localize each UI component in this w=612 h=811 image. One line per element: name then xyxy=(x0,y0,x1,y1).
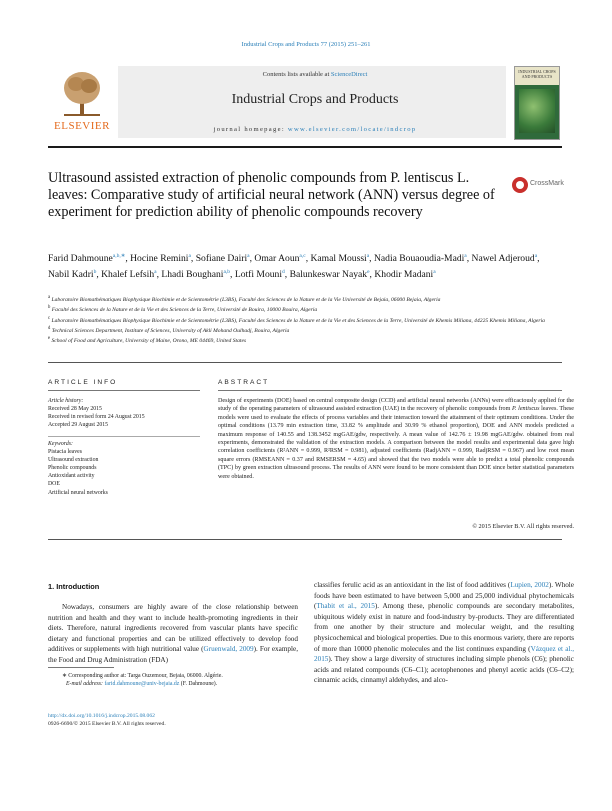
history-label: Article history: xyxy=(48,398,84,404)
keyword: Phenolic compounds xyxy=(48,465,97,472)
abstract-heading: ABSTRACT xyxy=(218,379,270,386)
author-affiliation-mark[interactable]: a,b,∗ xyxy=(112,253,126,259)
affiliation-list xyxy=(48,294,562,345)
intro-left-column: Nowadays, consumers are highly aware of the close relationship between nutrition and health and they want to include health-promoting ingredients in their diets. Therefore, natural ingredients recovered from vascular plants have specific dietary and functional properties and can be utilized effectively to develop food additives or supplements with high nutritional value (Gruenwald, 2009). For example, the Food and Drug Administration (FDA) xyxy=(48,603,298,664)
affiliation: $^d$ Technical Sciences Department, Institute of Sciences, University of Akli Mohand Oulhadj, Bouira, Algeria xyxy=(48,325,290,334)
header-rule xyxy=(48,146,562,148)
author-name[interactable]: Lotfi Mouni xyxy=(234,268,283,280)
author-affiliation-mark[interactable]: a xyxy=(188,253,191,259)
issn-line: 0926-6690/© 2015 Elsevier B.V. All rights reserved. xyxy=(48,721,166,728)
author-name[interactable]: Hocine Remini xyxy=(130,253,189,265)
author-name[interactable]: Nadia Bouaoudia-Madi xyxy=(373,253,465,265)
abstract-text: Design of experiments (DOE) based on central composite design (CCD) and artificial neural networks (ANNs) were efficaciously applied for the study of the operating parameters of ultrasound assisted extraction (UAE) in the recovery of phenolic compounds from P. lentiscus leaves. These models were used to evaluate the effects of process variables and their interaction toward the attainment of their optimum conditions. Under the optimal conditions (13.79 min extraction time, 33.82 % amplitude and 30.99 % ethanol proportion), DOE and ANN models predicted a maximum response of 140.55 and 138.3452 mgGAE/gdw, respectively. A mean value of 142.76 ± 19.98 mgGAE/gdw. obtained from real experiments, demonstrated the validation of the extraction models. A comparison between the model results and experimental data gave high correlation coefficients (R²ANN = 0.999, R²RSM = 0.981), adjusted coefficients (RadjANN = 0.999, RadjRSM = 0.967) and low root mean square errors (RMSEANN = 0.37 and RMSERSM = 4.65) and showed that the two models were able to predict a total phenolic compounds (TPC) by green extraction ultrasound process. The results of ANN were found to be more consistent than DOE since better statistical parameters were obtained. xyxy=(218,398,575,480)
article-title: Ultrasound assisted extraction of phenolic compounds from P. lentiscus L. leaves: Comparative study of artificial neural network (ANN) versus degree of experiment for prediction ability of phenolic compounds recovery xyxy=(48,170,495,220)
footnote-rule xyxy=(48,667,114,668)
copyright-notice: © 2015 Elsevier B.V. All rights reserved. xyxy=(472,523,574,530)
keyword: Antioxidant activity xyxy=(48,473,95,480)
author-affiliation-mark[interactable]: a xyxy=(433,268,436,275)
affiliation: $^e$ School of Food and Agriculture, University of Maine, Orono, ME 04469, United States xyxy=(48,336,247,344)
page-footer xyxy=(48,712,298,728)
author-affiliation-mark[interactable]: a xyxy=(247,253,250,259)
keyword: Pistacia leaves xyxy=(48,449,82,456)
cover-title: INDUSTRIAL CROPS AND PRODUCTS xyxy=(515,67,559,85)
publisher-wordmark: ELSEVIER xyxy=(54,120,110,132)
author-affiliation-mark[interactable]: b xyxy=(93,268,97,275)
author-name[interactable]: Sofiane Dairi xyxy=(195,253,248,265)
tree-icon xyxy=(60,68,104,118)
author-name[interactable]: Nabil Kadri xyxy=(48,268,94,280)
article-info-rule xyxy=(48,390,200,391)
email-link[interactable]: farid.dahmoune@univ-bejaia.dz xyxy=(104,681,180,688)
author-affiliation-mark[interactable]: d xyxy=(282,268,285,275)
homepage-link[interactable]: www.elsevier.com/locate/indcrop xyxy=(287,126,417,133)
corresponding-author-footnote: ∗ Corresponding author at: Targa Ouzemour, Bejaia, 06000. Algérie. E-mail address: farid.dahmoune@univ-bejaia.dz (F. Dahmoune). xyxy=(62,673,223,688)
abstract-rule xyxy=(218,390,562,391)
revised-date: Received in revised form 24 August 2015 xyxy=(48,414,145,421)
affiliation: $^a$ Laboratoire Biomathématiques Biophysique Biochimie et de Scientométrie (L3BS), Faculté des Sciences de la Nature et de la Vie Université de Bejaia, 06000 Bejaia, Algeria xyxy=(48,295,441,303)
sciencedirect-link[interactable]: ScienceDirect xyxy=(330,71,368,78)
author-affiliation-mark[interactable]: a xyxy=(154,268,157,275)
journal-reference[interactable]: Industrial Crops and Products 77 (2015) 251–261 xyxy=(241,41,371,48)
journal-homepage: journal homepage: www.elsevier.com/locate/indcrop xyxy=(213,126,417,133)
keywords-rule xyxy=(48,436,200,437)
section-rule xyxy=(48,362,562,363)
author-name[interactable]: Nawel Adjeroud xyxy=(471,253,535,265)
keywords-block xyxy=(48,440,200,497)
author-affiliation-mark[interactable]: a xyxy=(534,253,538,259)
cover-image xyxy=(519,89,555,133)
intro-right-column: classifies ferulic acid as an antioxidant in the list of food additives (Lupien, 2002). Whole foods have been estimated to have between 5,000 and 25,000 individual phytochemicals (Thabit et al., 2015). Among these, phenolic compounds are secondary metabolites, ubiquitous widely exist in nature and food-industry by-products. They are differentiated from one another by their structure and molecular weight, and the resulting physicochemical and biological properties. Due to this enormous variety, there are reports of more than 10000 phenolic molecules and the list continues expanding (Vázquez et al., 2015). They show a large diversity of structures including simple phenols (C6); phenolic acids and related compounds (C6–C1); acetophenones and phenyl acetic acids (C6–C2); cinnamic acids, cinnamyl aldehydes, and alco- xyxy=(314,581,575,685)
author-name[interactable]: Kamal Moussi xyxy=(310,253,367,265)
author-affiliation-mark[interactable]: a xyxy=(366,253,370,259)
keyword: Ultrasound extraction xyxy=(48,457,99,464)
section-heading-introduction: 1. Introduction xyxy=(48,582,100,591)
crossmark-label: CrossMark xyxy=(530,180,564,187)
crossmark-icon xyxy=(512,177,528,193)
abstract-end-rule xyxy=(48,539,562,540)
citation-link[interactable]: Lupien, 2002 xyxy=(510,581,549,589)
crossmark-badge[interactable] xyxy=(512,177,574,197)
citation-link[interactable]: Vázquez et al., 2015 xyxy=(314,644,574,664)
author-name[interactable]: Khodir Madani xyxy=(374,268,434,280)
affiliation: $^c$ Laboratoire Biomathématiques Biophysique Biochimie et de Scientométrie (L3BS), Faculté des Sciences de la Nature et de la Vie et des Sciences de la Terre, Université de Khemis Miliana, 44225 Khemis Miliana, Algeria xyxy=(48,315,545,324)
received-date: Received 28 May 2015 xyxy=(48,406,102,413)
author-name[interactable]: Khalef Lefsih xyxy=(101,268,155,280)
author-affiliation-mark[interactable]: a,c xyxy=(299,253,306,259)
author-affiliation-mark[interactable]: a xyxy=(464,253,467,259)
accepted-date: Accepted 29 August 2015 xyxy=(48,422,109,429)
citation-link[interactable]: Gruenwald, 2009 xyxy=(203,645,254,654)
keywords-label: Keywords: xyxy=(48,441,73,447)
journal-title: Industrial Crops and Products xyxy=(231,92,399,107)
article-info-heading: ARTICLE INFO xyxy=(48,379,118,386)
elsevier-logo xyxy=(48,64,116,138)
author-affiliation-mark[interactable]: e xyxy=(367,268,370,275)
author-name[interactable]: Balunkeswar Nayak xyxy=(289,268,368,280)
journal-cover[interactable] xyxy=(514,66,560,140)
author-list: Farid Dahmoune$^{a,b,∗}$, Hocine Remini$^a$, Sofiane Dairi$^a$, Omar Aoun$^{a,c}$, Kamal Moussi$^a$, Nadia Bouaoudia-Madi$^a$, Nawel Adjeroud$^a$, Nabil Kadri$^b$, Khalef Lefsih$^a$, Lhadi Boughani$^{a,b}$, Lotfi Mouni$^d$, Balunkeswar Nayak$^e$, Khodir Madani$^a$ xyxy=(48,253,540,280)
article-history xyxy=(48,397,200,429)
author-affiliation-mark[interactable]: a,b xyxy=(223,268,231,275)
citation-link[interactable]: Thabit et al., 2015 xyxy=(316,602,375,611)
author-name[interactable]: Omar Aoun xyxy=(254,253,300,265)
author-name[interactable]: Lhadi Boughani xyxy=(161,268,224,280)
keyword: Artificial neural networks xyxy=(48,489,108,496)
contents-line: Contents lists available at ScienceDirect xyxy=(262,71,368,78)
doi-link[interactable]: http://dx.doi.org/10.1016/j.indcrop.2015.08.062 xyxy=(48,713,155,719)
affiliation: $^b$ Faculté des Sciences de la Nature et de la Vie et des Sciences de la Terre, Université de Bouira, 10000 Bouira, Algeria xyxy=(48,305,318,314)
keyword: DOE xyxy=(48,481,60,488)
author-name[interactable]: Farid Dahmoune xyxy=(48,253,113,265)
